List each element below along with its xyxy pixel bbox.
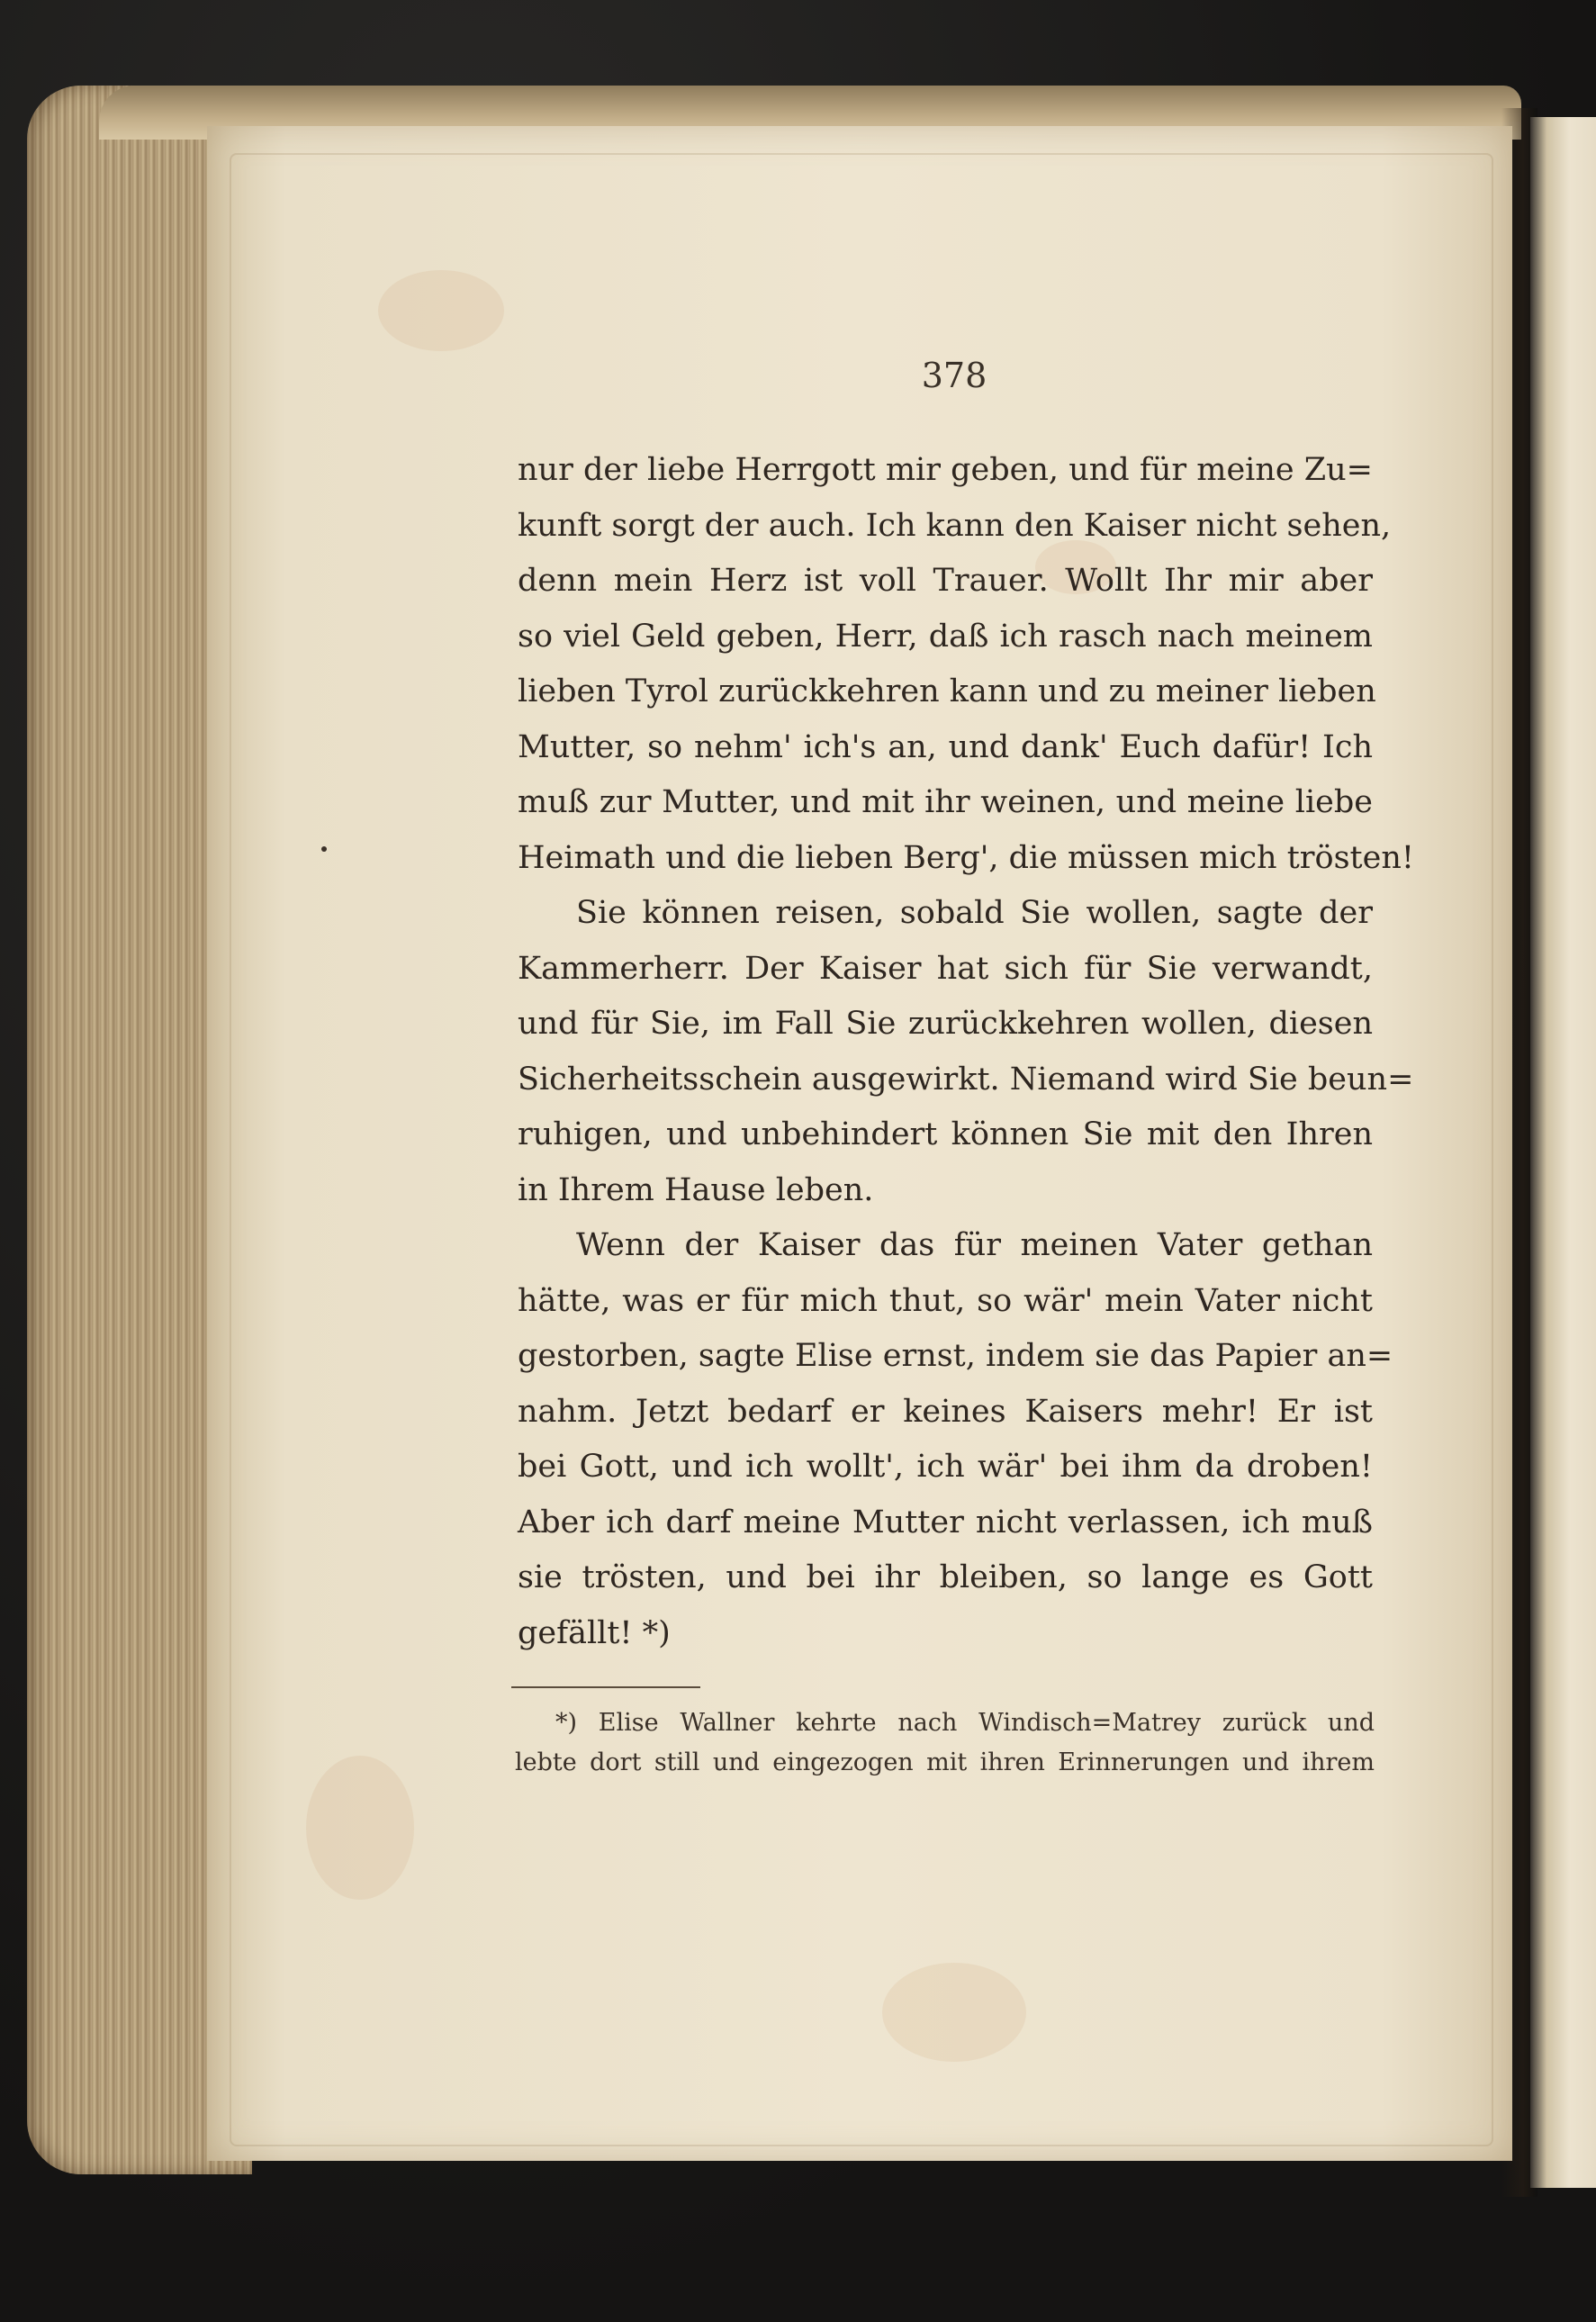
ink-speck (321, 846, 327, 852)
text-line: hätte, was er für mich thut, so wär' mein Vater nicht (518, 1282, 1373, 1319)
text-line: ruhigen, und unbehindert können Sie mit den Ihren (518, 1116, 1373, 1152)
footnote-line: *) Elise Wallner kehrte nach Windisch=Matrey zurück und (555, 1709, 1375, 1737)
page-number: 378 (921, 356, 987, 395)
footnote-divider (511, 1686, 700, 1688)
text-line: Heimath und die lieben Berg', die müssen mich trösten! (518, 839, 1414, 876)
text-line: Mutter, so nehm' ich's an, und dank' Euch dafür! Ich (518, 728, 1373, 765)
text-line: gestorben, sagte Elise ernst, indem sie das Papier an= (518, 1338, 1393, 1374)
text-line: so viel Geld geben, Herr, daß ich rasch nach meinem (518, 618, 1373, 655)
text-line: sie trösten, und bei ihr bleiben, so lange es Gott (518, 1559, 1373, 1595)
footnote-line: lebte dort still und eingezogen mit ihren Erinnerungen und ihrem (515, 1748, 1375, 1776)
text-line: in Ihrem Hause leben. (518, 1171, 874, 1208)
footnote (515, 1703, 1375, 1783)
paper-stain (306, 1756, 414, 1900)
body-text (518, 443, 1414, 1661)
text-line: gefällt! *) (518, 1614, 671, 1651)
text-line: Kammerherr. Der Kaiser hat sich für Sie verwandt, (518, 950, 1373, 987)
text-line: und für Sie, im Fall Sie zurückkehren wollen, diesen (518, 1006, 1373, 1042)
text-line: Wenn der Kaiser das für meinen Vater gethan (576, 1227, 1373, 1263)
text-line: Sie können reisen, sobald Sie wollen, sagte der (576, 895, 1373, 931)
text-line: lieben Tyrol zurückkehren kann und zu meiner lieben (518, 673, 1376, 709)
paper-stain (882, 1963, 1026, 2062)
text-line: denn mein Herz ist voll Trauer. Wollt Ihr mir aber (518, 563, 1373, 599)
facing-page (1530, 117, 1596, 2188)
text-line: Aber ich darf meine Mutter nicht verlassen, ich muß (518, 1504, 1373, 1540)
text-line: bei Gott, und ich wollt', ich wär' bei ihm da droben! (518, 1449, 1373, 1485)
text-line: muß zur Mutter, und mit ihr weinen, und meine liebe (518, 784, 1373, 820)
text-line: nur der liebe Herrgott mir geben, und für meine Zu= (518, 452, 1373, 488)
text-line: kunft sorgt der auch. Ich kann den Kaiser nicht sehen, (518, 507, 1392, 544)
paper-stain (378, 270, 504, 351)
text-line: Sicherheitsschein ausgewirkt. Niemand wird Sie beun= (518, 1061, 1414, 1098)
text-line: nahm. Jetzt bedarf er keines Kaisers mehr! Er ist (518, 1393, 1373, 1430)
